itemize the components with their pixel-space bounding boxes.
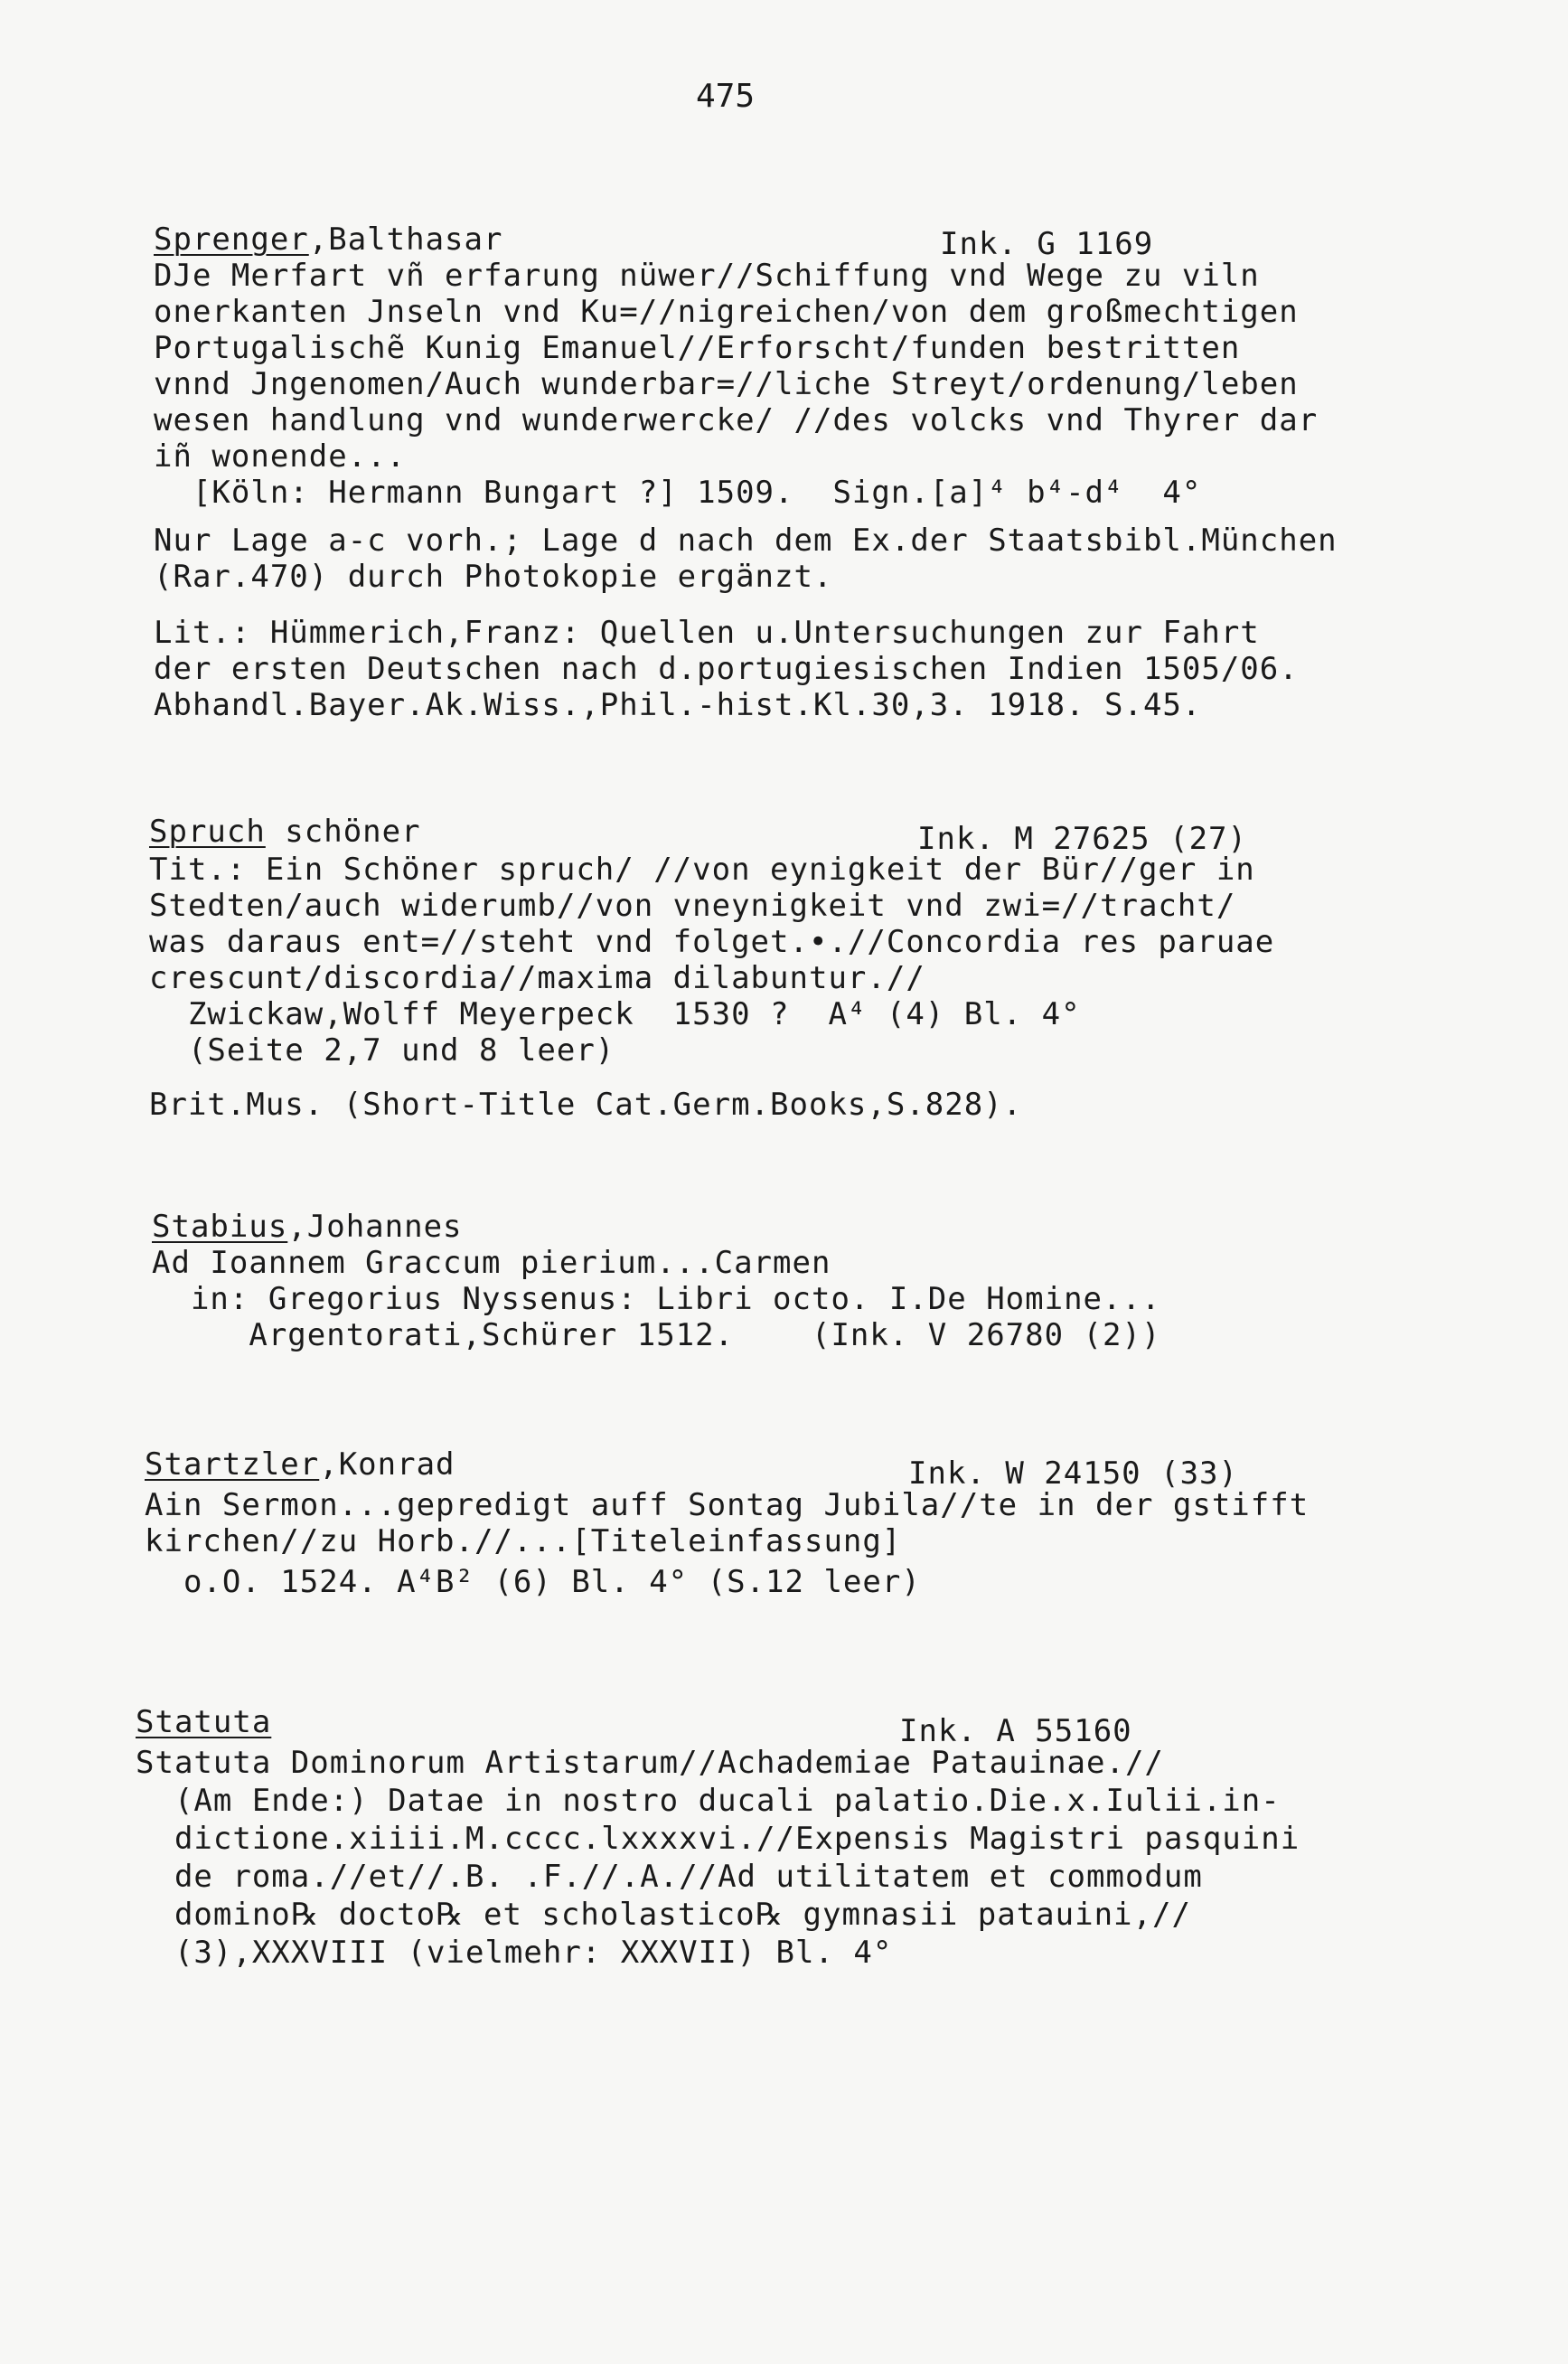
entry-line: Abhandl.Bayer.Ak.Wiss.,Phil.-hist.Kl.30,3. 1918. S.45. — [154, 687, 1202, 723]
heading-name: Sprenger — [154, 221, 309, 258]
page-number: 475 — [696, 78, 756, 115]
entry-line: Ain Sermon...gepredigt auff Sontag Jubila//te in der gstifft — [145, 1487, 1310, 1523]
heading-name: Spruch — [149, 814, 266, 850]
entry-line: Ad Ioannem Graccum pierium...Carmen — [152, 1245, 831, 1281]
entry-line: was daraus ent=//steht vnd folget.•.//Concordia res paruae — [149, 924, 1275, 960]
entry-line: crescunt/discordia//maxima dilabuntur.// — [149, 960, 925, 996]
entry-heading — [149, 814, 421, 850]
entry-line: Zwickaw,Wolff Meyerpeck 1530 ? A⁴ (4) Bl. 4° — [149, 996, 1081, 1032]
entry-line: Lit.: Hümmerich,Franz: Quellen u.Untersuchungen zur Fahrt — [154, 615, 1260, 651]
heading-rest: ,Balthasar — [308, 221, 503, 258]
entry-line: vnnd Jngenomen/Auch wunderbar=//liche Streyt/ordenung/leben — [154, 366, 1299, 402]
heading-name: Statuta — [136, 1704, 272, 1740]
entry-line: iñ wonende... — [154, 438, 407, 475]
entry-line: wesen handlung vnd wunderwercke/ //des volcks vnd Thyrer dar — [154, 402, 1319, 438]
heading-name: Startzler — [145, 1446, 320, 1483]
heading-name: Stabius — [152, 1209, 288, 1245]
entry-line: de roma.//et//.B. .F.//.A.//Ad utilitatem et commodum — [136, 1859, 1203, 1895]
entry-line: Nur Lage a-c vorh.; Lage d nach dem Ex.der Staatsbibl.München — [154, 523, 1338, 559]
entry-line: dictione.xiiii.M.cccc.lxxxxvi.//Expensis Magistri pasquini — [136, 1821, 1300, 1857]
shelfmark: Ink. G 1169 — [940, 226, 1154, 262]
entry-line: kirchen//zu Horb.//...[Titeleinfassung] — [145, 1523, 902, 1559]
entry-line: Statuta Dominorum Artistarum//Achademiae Patauinae.// — [136, 1745, 1164, 1781]
entry-line: Portugalischẽ Kunig Emanuel//Erforscht/funden bestritten — [154, 330, 1241, 366]
shelfmark: Ink. A 55160 — [899, 1713, 1132, 1749]
entry-line: DJe Merfart vñ erfarung nüwer//Schiffung vnd Wege zu viln — [154, 258, 1260, 294]
entry-heading — [136, 1704, 271, 1740]
shelfmark: Ink. M 27625 (27) — [917, 821, 1247, 857]
entry-heading — [152, 1209, 463, 1245]
entry-line: Argentorati,Schürer 1512. (Ink. V 26780 (2)) — [152, 1317, 1161, 1353]
entry-line: o.O. 1524. A⁴B² (6) Bl. 4° (S.12 leer) — [145, 1564, 921, 1600]
entry-line: Stedten/auch widerumb//von vneynigkeit vnd zwi=//tracht/ — [149, 888, 1236, 924]
heading-rest: ,Johannes — [287, 1209, 463, 1245]
entry-line: domino℞ docto℞ et scholastico℞ gymnasii patauini,// — [136, 1897, 1191, 1933]
entry-heading — [154, 221, 502, 258]
entry-line: der ersten Deutschen nach d.portugiesischen Indien 1505/06. — [154, 651, 1299, 687]
entry-line: [Köln: Hermann Bungart ?] 1509. Sign.[a]⁴ b⁴-d⁴ 4° — [154, 475, 1202, 511]
entry-heading — [145, 1446, 455, 1483]
entry-line: onerkanten Jnseln vnd Ku=//nigreichen/von dem großmechtigen — [154, 294, 1299, 330]
entry-line: Tit.: Ein Schöner spruch/ //von eynigkeit der Bür//ger in — [149, 852, 1255, 888]
heading-rest: schöner — [265, 814, 421, 850]
entry-line: in: Gregorius Nyssenus: Libri octo. I.De Homine... — [152, 1281, 1161, 1317]
entry-line: (3),XXXVIII (vielmehr: XXXVII) Bl. 4° — [136, 1935, 893, 1971]
entry-line: (Am Ende:) Datae in nostro ducali palatio.Die.x.Iulii.in- — [136, 1783, 1281, 1819]
entry-line: Brit.Mus. (Short-Title Cat.Germ.Books,S.828). — [149, 1087, 1023, 1123]
entry-line: (Seite 2,7 und 8 leer) — [149, 1032, 615, 1069]
heading-rest: ,Konrad — [319, 1446, 455, 1483]
entry-line: (Rar.470) durch Photokopie ergänzt. — [154, 559, 833, 595]
shelfmark: Ink. W 24150 (33) — [908, 1455, 1238, 1492]
